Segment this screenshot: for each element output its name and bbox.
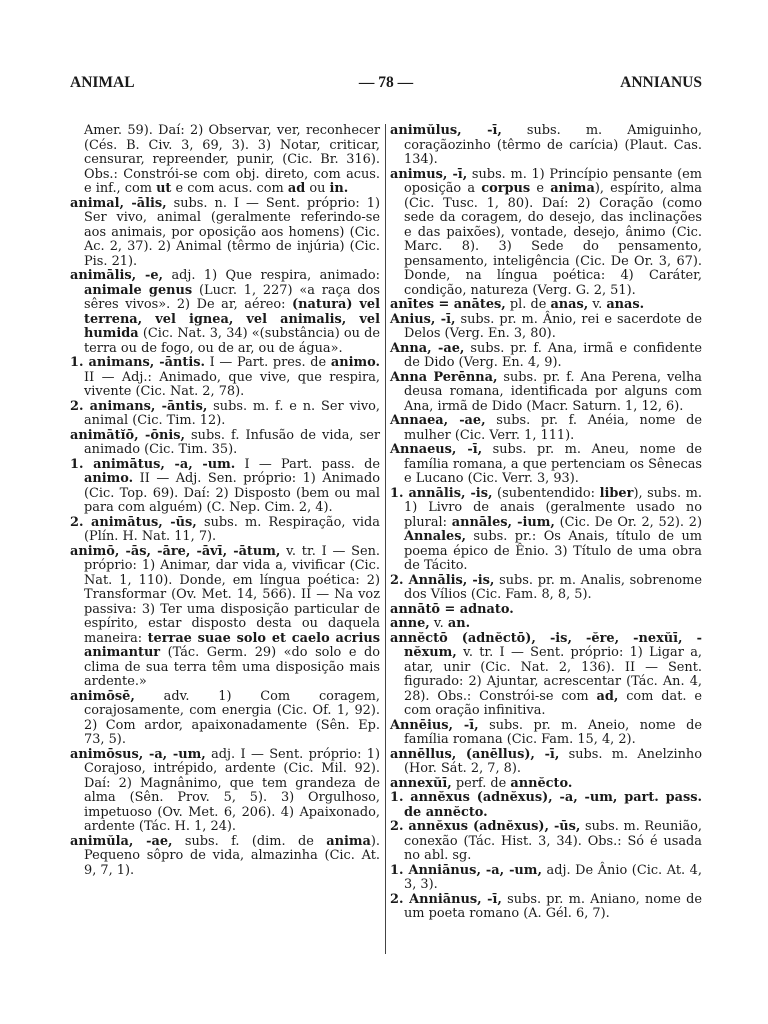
entry-text: v. tr. I — Sent. próprio: 1) Ligar a, atar, unir (Cic. Nat. 2, 136). II — Sent. figurado: 2) Ajuntar, acrescentar (Tác. An. 4, 28). Obs.: Constrói-se com: [404, 645, 702, 704]
entry-bold-text: anītes = anātes,: [390, 297, 506, 312]
entry: [390, 574, 702, 603]
entry-bold-text: animus, -ī,: [390, 166, 468, 182]
entry-text: subs. pr. m. Aneu, nome de família romana, a que pertenciam os Sênecas e Lucano (Cic. Verr. 3, 93).: [404, 442, 702, 486]
entry-bold-text: annexŭī,: [390, 775, 452, 791]
entry-bold-text: annĕcto.: [510, 775, 573, 791]
entry-bold-text: annēllus, (anēllus), -ī,: [390, 746, 560, 762]
entry-bold-text: anima: [326, 833, 371, 849]
right-column: [390, 124, 702, 922]
entry-bold-text: animo.: [84, 471, 134, 486]
entry-text: com dat. e com oração infinitiva.: [404, 688, 702, 718]
entry-bold-text: Annaea, -ae,: [390, 413, 486, 428]
entry: [390, 617, 702, 632]
entry-text: subs. m. Amiguinho, coraçãozinho (têrmo de carícia) (Plaut. Cas. 134).: [404, 123, 702, 167]
entry: [390, 791, 702, 820]
entry: [390, 414, 702, 443]
entry: [390, 487, 702, 574]
entry-bold-text: anas.: [606, 297, 645, 312]
entry-bold-text: 2. animātus, -ūs,: [70, 514, 197, 530]
entry-text: adj. I — Sent. próprio: 1) Corajoso, intrépido, ardente (Cic. Mil. 92). Daí: 2) Magnânimo, que tem grandeza de alma (Sên. Prov. 5, 5). 3) Orgulhoso, impetuoso (Ov. Met. 6, 206). 4) Apaixonado, ardente (Tác. H. 1, 24).: [84, 746, 380, 834]
entry-text: adj. De Ânio (Cic. At. 4, 3, 3).: [404, 862, 702, 892]
entry-text: I — Part. pass. de: [235, 456, 380, 472]
entry-text: (Tác. Germ. 29) «do solo e do clima de sua terra têm uma disposição mais ardente.»: [84, 645, 380, 689]
entry-text: subs. m. Anelzinho (Hor. Sát. 2, 7, 8).: [404, 746, 702, 776]
entry-bold-text: Anna Perēnna,: [390, 369, 498, 385]
left-column: [70, 124, 380, 878]
entry-text: subs. pr. m. Analis, sobrenome dos Vílios (Cic. Fam. 8, 8, 5).: [404, 572, 703, 602]
entry-bold-text: animālis, -e,: [70, 268, 164, 283]
entry: [390, 443, 702, 487]
entry-text: subs. pr. f. Ana Perena, velha deusa romana, identificada por alguns com Ana, irmã de Dido (Macr. Saturn. 1, 12, 6).: [404, 369, 702, 414]
entry-bold-text: ad,: [596, 688, 619, 704]
entry-text: ), subs. m. 1) Livro de anais (geralmente usado no plural:: [404, 485, 702, 530]
entry-bold-text: annĕctō (adnĕctō), -is, -ĕre, -nexŭī, -nĕxum,: [390, 630, 702, 660]
entry: [70, 429, 380, 458]
entry-bold-text: annātō = adnato.: [390, 601, 514, 617]
entry-text: II — Adj.: Animado, que vive, que respira, vivente (Cic. Nat. 2, 78).: [84, 369, 380, 399]
entry-bold-text: Annaeus, -ī,: [390, 442, 483, 457]
header-last-headword: ANNIANUS: [620, 74, 702, 91]
entry: [70, 458, 380, 516]
entry-text: (Lucr. 1, 227) «a raça dos sêres vivos». 2) De ar, aéreo:: [84, 282, 380, 312]
entry-text: subs. m. Reunião, conexão (Tác. Hist. 3, 34). Obs.: Só é usada no abl. sg.: [404, 819, 702, 863]
entry-bold-text: 2. Annālis, -is,: [390, 572, 495, 588]
entry-bold-text: liber: [599, 485, 634, 501]
entry-text: subs. pr. f. Anéia, nome de mulher (Cic. Verr. 1, 111).: [404, 413, 702, 443]
entry: [390, 820, 702, 864]
entry-bold-text: annāles, -ium,: [451, 514, 555, 530]
entry-bold-text: Annales,: [404, 529, 466, 544]
entry: [390, 893, 702, 922]
page-number: — 78 —: [358, 74, 414, 91]
entry-text: Amer. 59). Daí: 2) Observar, ver, reconhecer (Cés. B. Civ. 3, 69, 3). 3) Notar, criticar, censurar, repreender, punir, (Cic. Br. 316). Obs.: Constrói-se com obj. direto, com acus. e inf., com: [84, 123, 380, 196]
entry-text: subs. f. Infusão de vida, ser animado (Cic. Tim. 35).: [84, 427, 380, 457]
entry: [390, 371, 702, 415]
entry-bold-text: 2. Anniānus, -ī,: [390, 891, 502, 907]
entry-text: ). Pequeno sôpro de vida, almazinha (Cic. At. 9, 7, 1).: [84, 833, 380, 878]
entry-bold-text: 2. animans, -āntis,: [70, 398, 208, 414]
entry: [390, 298, 702, 313]
entry: [70, 356, 380, 400]
entry-bold-text: animale genus: [84, 282, 193, 298]
entry: [70, 748, 380, 835]
entry: [70, 400, 380, 429]
entry-bold-text: anas,: [550, 297, 589, 312]
entry-text: subs. pr.: Os Anais, título de um poema épico de Ênio. 3) Título de uma obra de Tácito.: [404, 529, 702, 573]
entry-text: subs. pr. m. Ânio, rei e sacerdote de Delos (Verg. En. 3, 80).: [404, 311, 702, 341]
entry-text: subs. pr. m. Aneio, nome de família romana (Cic. Fam. 15, 4, 2).: [404, 717, 702, 747]
entry-text: v.: [588, 297, 607, 312]
entry: [70, 197, 380, 270]
entry: [390, 342, 702, 371]
entry-text: adj. 1) Que respira, animado:: [163, 268, 380, 283]
entry-text: subs. pr. m. Aniano, nome de um poeta romano (A. Gél. 6, 7).: [404, 891, 702, 921]
entry-bold-text: animŭla, -ae,: [70, 833, 173, 849]
entry: [390, 864, 702, 893]
entry-text: ou: [305, 181, 330, 196]
entry-text: pl. de: [505, 297, 551, 312]
entry-text: subs. m. Respiração, vida (Plín. H. Nat. 11, 7).: [84, 514, 380, 544]
entry-text: ), espírito, alma (Cic. Tusc. 1, 80). Daí: 2) Coração (como sede da coragem, do desejo, das inclinações e das paixões), vontade, desejo, ânimo (Cic. Marc. 8). 3) Sede do pensamento, pensamento, inteligência (Cic. De Or. 3, 67). Donde, na língua poética: 4) Caráter, condição, natureza (Verg. G. 2, 51).: [404, 181, 702, 298]
entry: [70, 690, 380, 748]
entry-text: subs. n. I — Sent. próprio: 1) Ser vivo, animal (geralmente referindo-se aos animais, por oposição aos homens) (Cic. Ac. 2, 37). 2) Animal (têrmo de injúria) (Cic. Pis. 21).: [84, 195, 380, 269]
entry-bold-text: corpus: [481, 181, 531, 196]
entry: [390, 603, 702, 618]
entry: [70, 124, 380, 197]
entry: [390, 313, 702, 342]
entry-bold-text: Annēius, -ī,: [390, 717, 479, 733]
entry-bold-text: animō, -ās, -āre, -āvī, -ātum,: [70, 543, 281, 559]
entry-bold-text: anima: [550, 181, 595, 196]
entry-bold-text: ad: [287, 181, 306, 196]
entry-text: perf. de: [451, 775, 511, 791]
entry: [70, 516, 380, 545]
entry-text: (Cic. De Or. 2, 52). 2): [554, 514, 702, 530]
entry-bold-text: 1. annālis, -is,: [390, 485, 493, 501]
entry-bold-text: animōsē,: [70, 688, 135, 704]
entry-bold-text: Anius, -ī,: [390, 311, 456, 327]
entry-bold-text: 2. annĕxus (adnĕxus), -ūs,: [390, 819, 581, 834]
running-header: [70, 74, 702, 100]
entry: [70, 835, 380, 879]
entry: [390, 748, 702, 777]
entry-bold-text: an.: [447, 616, 471, 631]
entry-text: subs. m. 1) Princípio pensante (em oposição a: [404, 166, 702, 196]
entry-text: (subentendido:: [492, 485, 600, 501]
entry-bold-text: animōsus, -a, -um,: [70, 746, 206, 762]
entry-bold-text: anne,: [390, 616, 430, 631]
entry: [390, 777, 702, 792]
entry: [390, 632, 702, 719]
entry-bold-text: animo.: [330, 355, 380, 370]
entry-text: adv. 1) Com coragem, corajosamente, com energia (Cic. Of. 1, 92). 2) Com ardor, apaixonadamente (Sên. Ep. 73, 5).: [84, 688, 380, 747]
entry-bold-text: animŭlus, -ī,: [390, 123, 502, 138]
entry-text: I — Part. pres. de: [204, 355, 331, 370]
entry: [390, 124, 702, 168]
entry-text: subs. pr. f. Ana, irmã e confidente de Dido (Verg. En. 4, 9).: [404, 340, 702, 370]
entry-bold-text: terrae suae solo et caelo acrius animantur: [84, 630, 380, 660]
entry-bold-text: 1. animātus, -a, -um.: [70, 456, 236, 472]
entry: [390, 719, 702, 748]
entry: [390, 168, 702, 299]
entry: [70, 545, 380, 690]
entry-bold-text: animal, -ālis,: [70, 195, 167, 211]
entry-bold-text: (natura) vel terrena, vel ignea, vel animalis, vel humida: [84, 297, 380, 341]
entry-text: v.: [429, 616, 448, 631]
entry-text: II — Adj. Sen. próprio: 1) Animado (Cic. Top. 69). Daí: 2) Disposto (bem ou mal para com alguém) (C. Nep. Cim. 2, 4).: [84, 471, 380, 515]
entry-text: e: [530, 181, 551, 196]
entry-bold-text: 1. annĕxus (adnĕxus), -a, -um, part. pass. de annĕcto.: [390, 790, 702, 820]
entry-bold-text: 1. Anniānus, -a, -um,: [390, 862, 542, 878]
entry-bold-text: in.: [329, 181, 349, 196]
entry-text: subs. m. f. e n. Ser vivo, animal (Cic. Tim. 12).: [84, 398, 380, 428]
entry-text: (Cic. Nat. 3, 34) «(substância) ou de terra ou de fogo, ou de ar, ou de água».: [84, 326, 380, 356]
entry-text: v. tr. I — Sen. próprio: 1) Animar, dar vida a, vivificar (Cic. Nat. 1, 110). Donde, em língua poética: 2) Transformar (Ov. Met. 14, 566). II — Na voz passiva: 3) Ter uma disposição particular de espírito, estar disposto desta ou daquela maneira:: [84, 543, 380, 646]
header-first-headword: ANIMAL: [70, 74, 135, 91]
entry-bold-text: animātĭō, -ōnis,: [70, 427, 185, 443]
entry-text: e com acus. com: [171, 181, 288, 196]
column-divider: [385, 124, 386, 954]
entry-bold-text: ut: [156, 181, 172, 196]
entry-bold-text: Anna, -ae,: [390, 340, 465, 356]
entry: [70, 269, 380, 356]
entry-bold-text: 1. animans, -āntis.: [70, 355, 205, 370]
entry-text: subs. f. (dim. de: [172, 833, 327, 849]
